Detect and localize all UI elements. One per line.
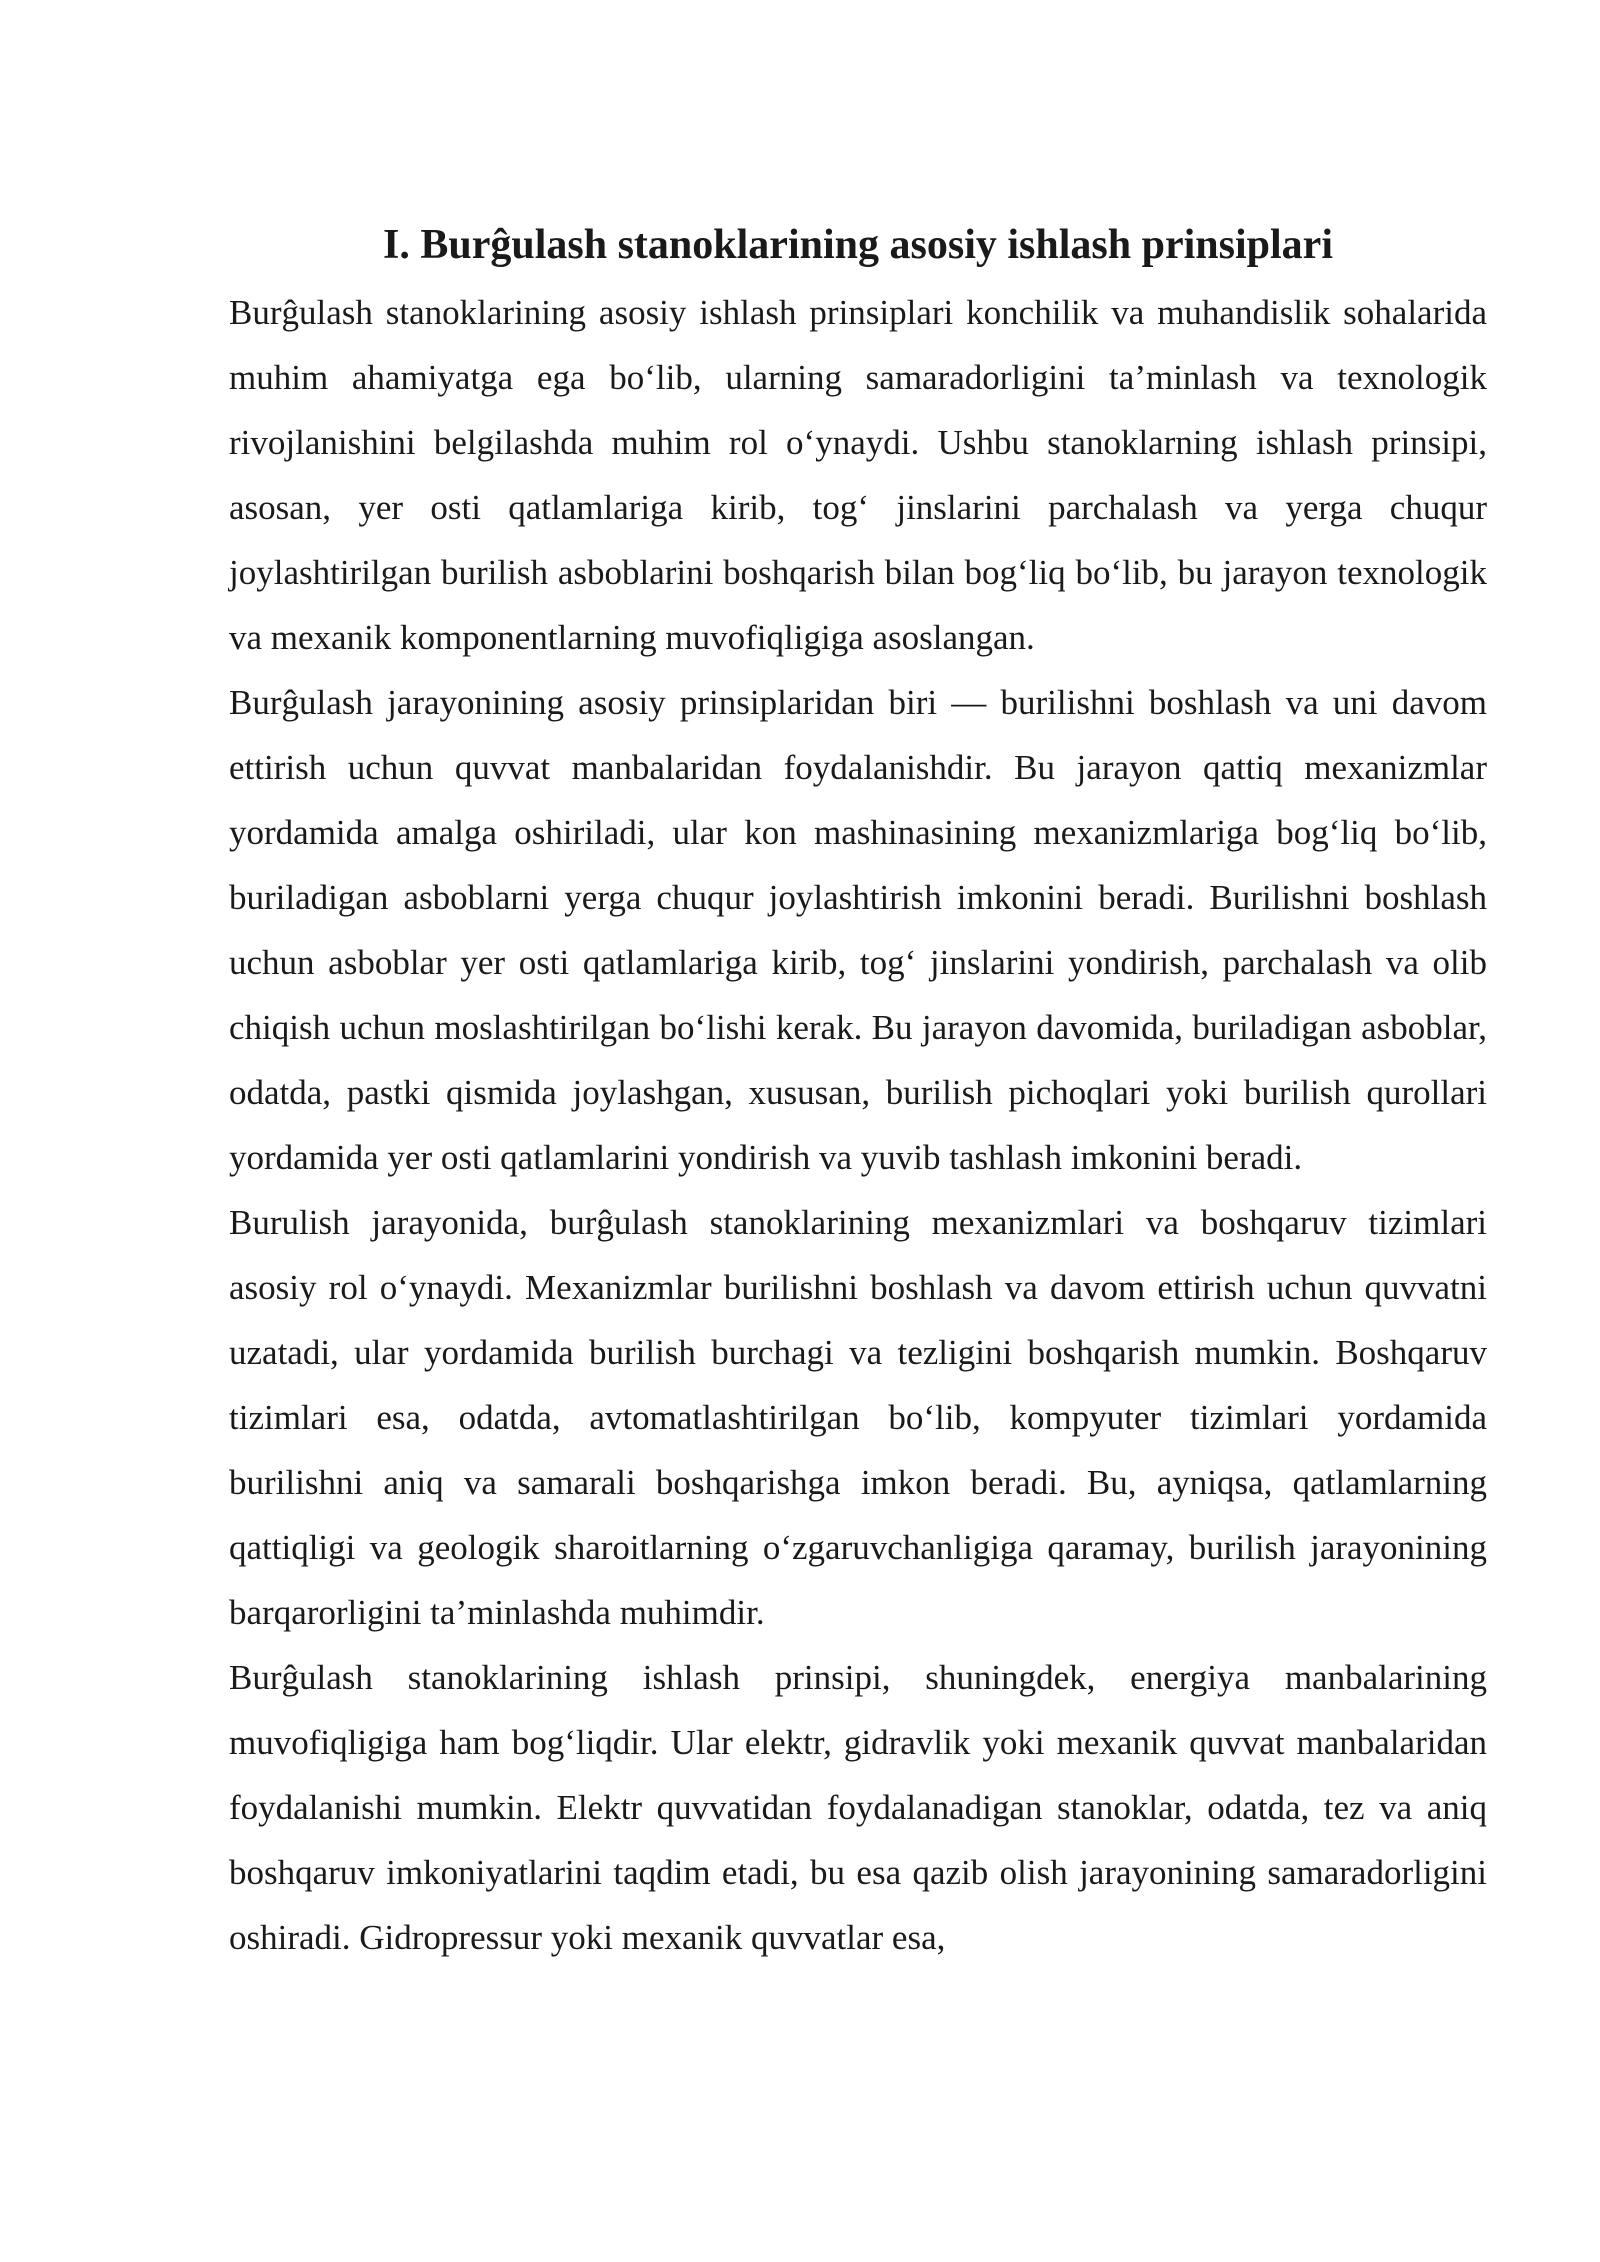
paragraph-2: Burĝulash jarayonining asosiy prinsiplaridan biri — burilishni boshlash va uni davom ettirish uchun quvvat manbalaridan foydalanishdir. Bu jarayon qattiq mexanizmlar yordamida amalga oshiriladi, ular kon mashinasining mexanizmlariga bog‘liq bo‘lib, buriladigan asboblarni yerga chuqur joylashtirish imkonini beradi. Burilishni boshlash uchun asboblar yer osti qatlamlariga kirib, tog‘ jinslarini yondirish, parchalash va olib chiqish uchun moslashtirilgan bo‘lishi kerak. Bu jarayon davomida, buriladigan asboblar, odatda, pastki qismida joylashgan, xususan, burilish pichoqlari yoki burilish qurollari yordamida yer osti qatlamlarini yondirish va yuvib tashlash imkonini beradi. (229, 683, 1487, 1177)
section-title: I. Burĝulash stanoklarining asosiy ishlash prinsiplari (383, 222, 1333, 268)
document-body (229, 210, 1487, 1970)
paragraph-4: Burĝulash stanoklarining ishlash prinsipi, shuningdek, energiya manbalarining muvofiqligiga ham bog‘liqdir. Ular elektr, gidravlik yoki mexanik quvvat manbalaridan foydalanishi mumkin. Elektr quvvatidan foydalanadigan stanoklar, odatda, tez va aniq boshqaruv imkoniyatlarini taqdim etadi, bu esa qazib olish jarayonining samaradorligini oshiradi. Gidropressur yoki mexanik quvvatlar esa, (229, 1658, 1487, 1957)
paragraph-3: Burulish jarayonida, burĝulash stanoklarining mexanizmlari va boshqaruv tizimlari asosiy rol o‘ynaydi. Mexanizmlar burilishni boshlash va davom ettirish uchun quvvatni uzatadi, ular yordamida burilish burchagi va tezligini boshqarish mumkin. Boshqaruv tizimlari esa, odatda, avtomatlashtirilgan bo‘lib, kompyuter tizimlari yordamida burilishni aniq va samarali boshqarishga imkon beradi. Bu, ayniqsa, qatlamlarning qattiqligi va geologik sharoitlarning o‘zgaruvchanligiga qaramay, burilish jarayonining barqarorligini ta’minlashda muhimdir. (229, 1203, 1487, 1632)
paragraph-1: Burĝulash stanoklarining asosiy ishlash prinsiplari konchilik va muhandislik sohalarida muhim ahamiyatga ega bo‘lib, ularning samaradorligini ta’minlash va texnologik rivojlanishini belgilashda muhim rol o‘ynaydi. Ushbu stanoklarning ishlash prinsipi, asosan, yer osti qatlamlariga kirib, tog‘ jinslarini parchalash va yerga chuqur joylashtirilgan burilish asboblarini boshqarish bilan bog‘liq bo‘lib, bu jarayon texnologik va mexanik komponentlarning muvofiqligiga asoslangan. (229, 293, 1487, 657)
